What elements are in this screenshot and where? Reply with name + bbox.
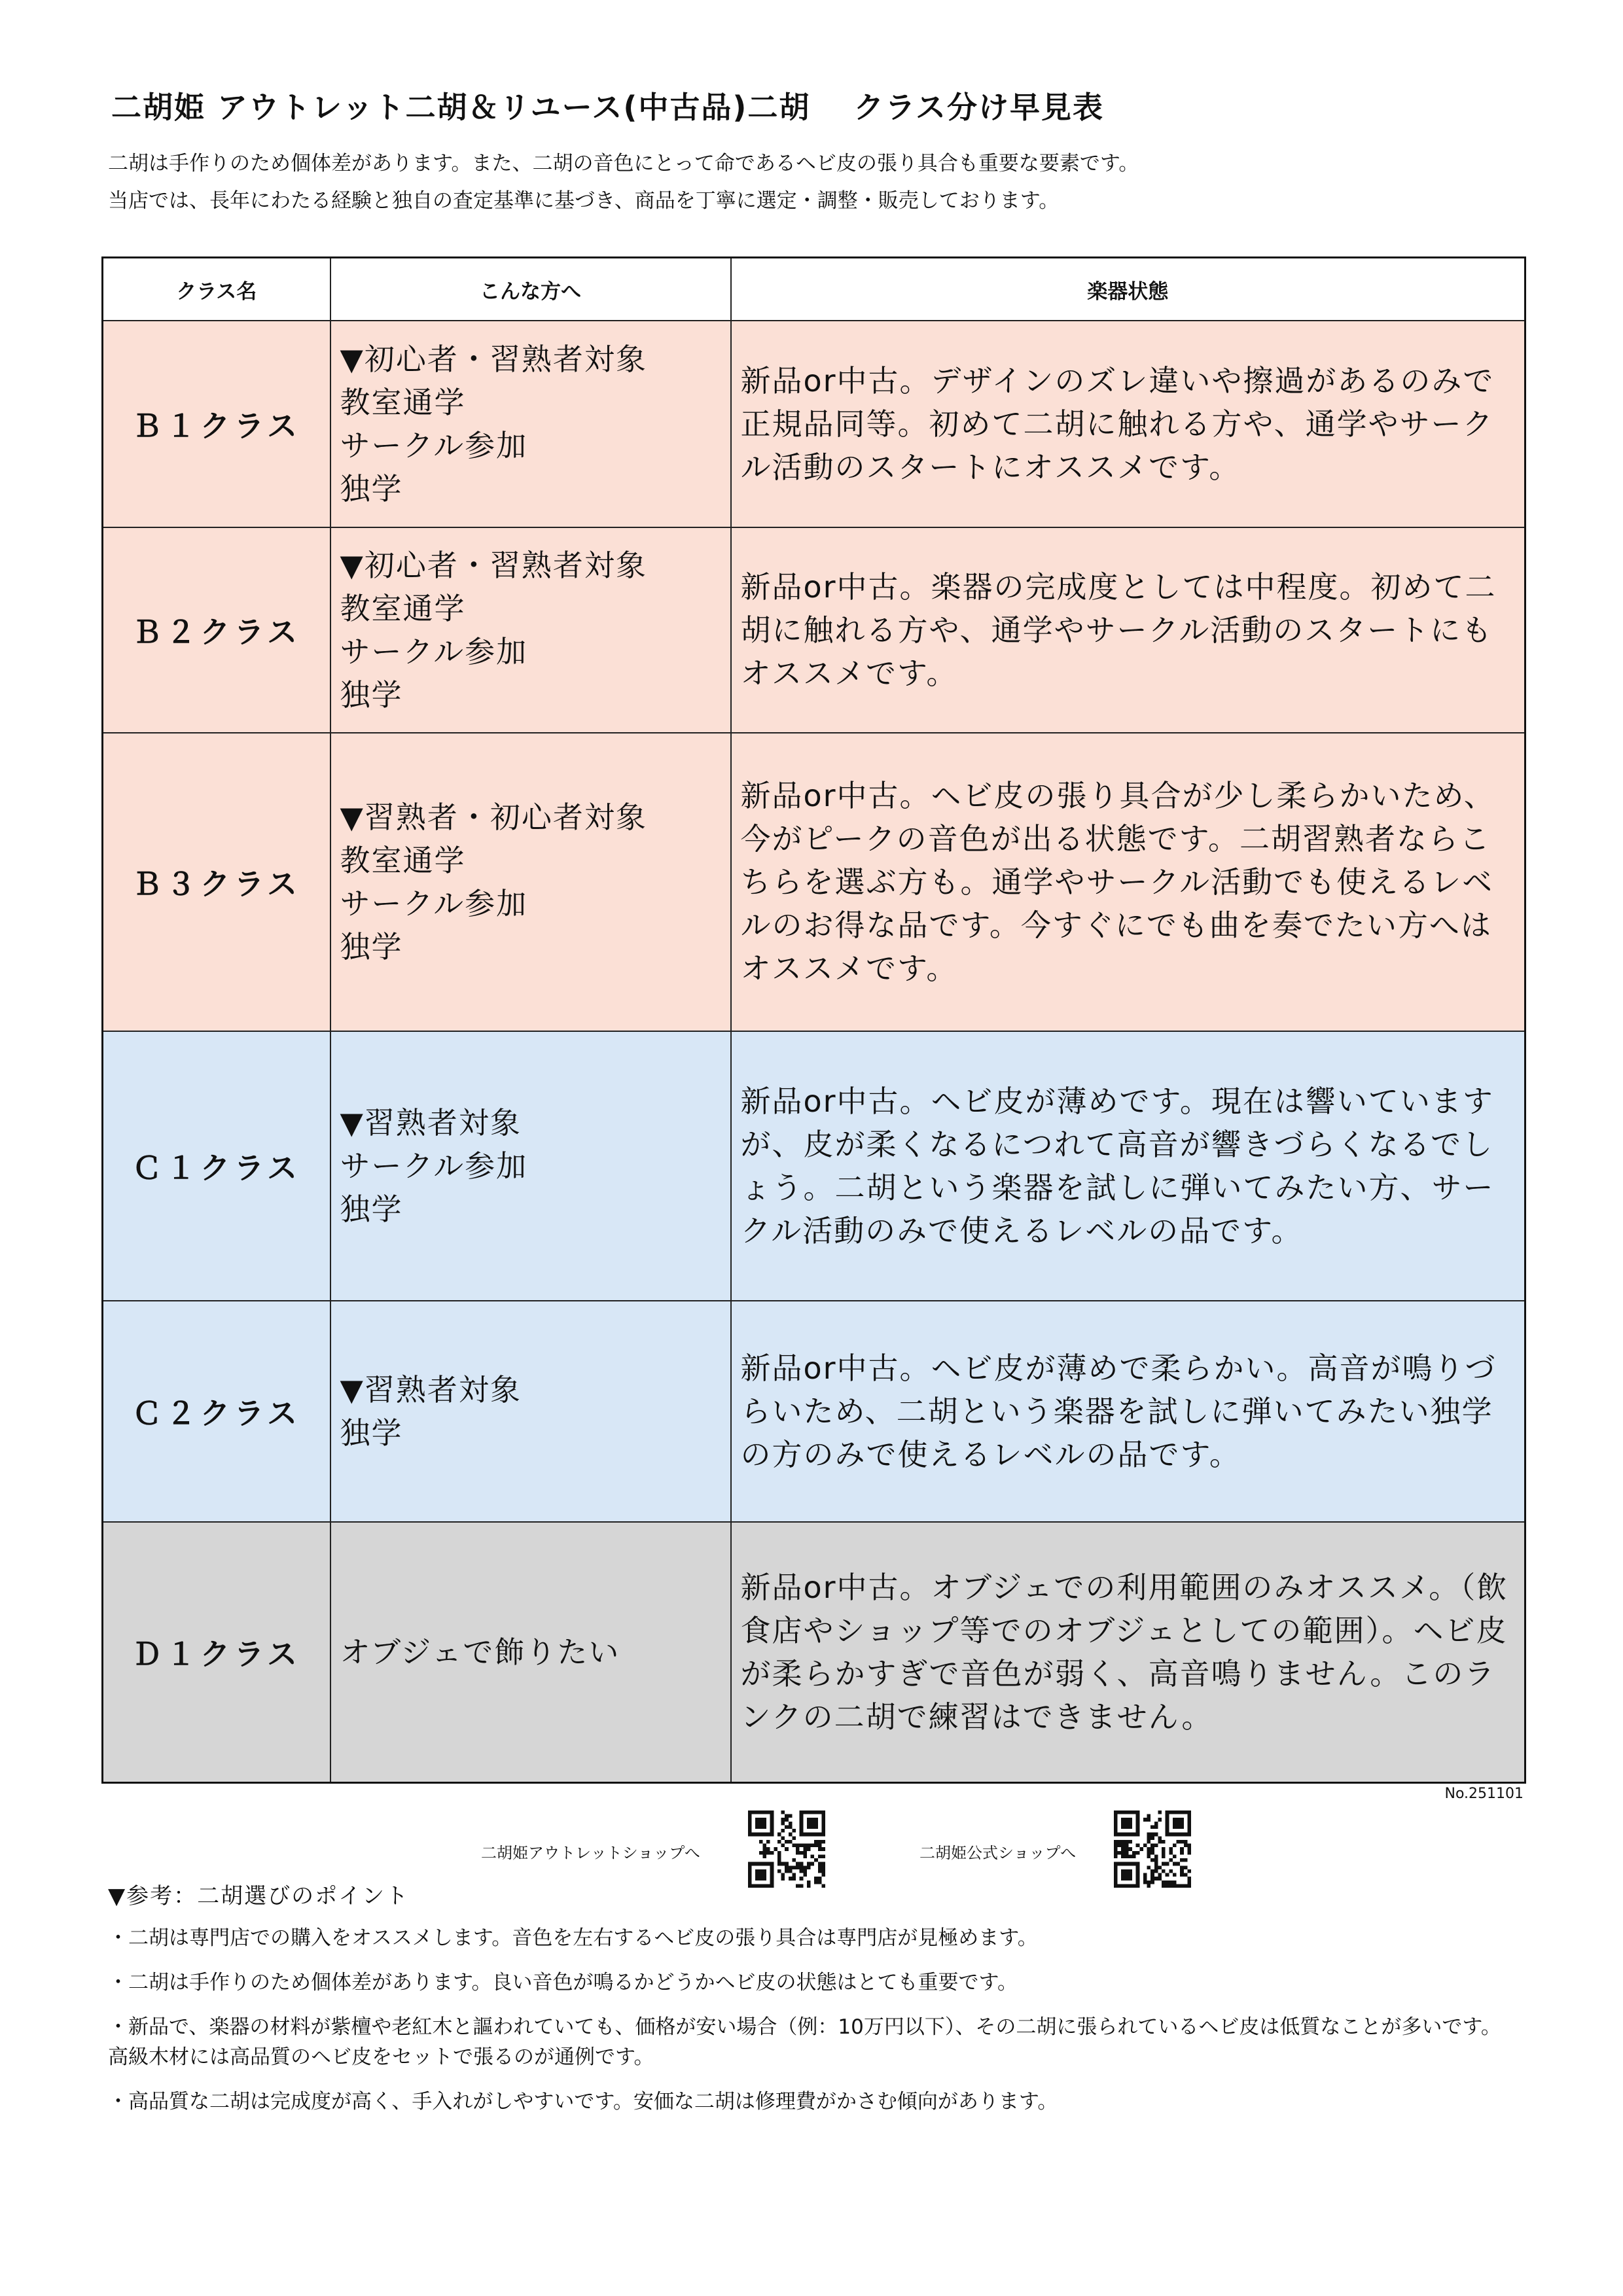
table-row [103,1301,1525,1522]
outlet-shop-qr-code[interactable] [748,1810,825,1888]
condition-cell: 新品or中古。楽器の完成度としては中程度。初めて二胡に触れる方や、通学やサークル活動のスタートにもオススメです。 [731,527,1525,733]
page-title: 二胡姫 アウトレット二胡＆リユース(中古品)二胡 クラス分け早見表 [111,90,1105,125]
target-cell [330,527,731,733]
intro-line-2: 当店では、長年にわたる経験と独自の査定基準に基づき、商品を丁寧に選定・調整・販売しております。 [108,189,1060,213]
table-row [103,527,1525,733]
target-line: サークル参加 [340,634,528,669]
target-line: ▼習熟者対象 [340,1105,522,1140]
intro-text [108,145,1139,220]
column-header-target: こんな方へ [330,258,731,321]
tip-item: ・新品で、楽器の材料が紫檀や老紅木と謳われていても、価格が安い場合（例：10万円以下）、その二胡に張られているヘビ皮は低質なことが多いです。高級木材には高品質のヘビ皮をセットで張るのが通例です。 [108,2015,1501,2069]
target-line: 教室通学 [340,385,466,420]
intro-line-1: 二胡は手作りのため個体差があります。また、二胡の音色にとって命であるヘビ皮の張り具合も重要な要素です。 [108,152,1139,175]
official-shop-link-label[interactable]: 二胡姫公式ショップへ [919,1844,1077,1862]
target-line: 教室通学 [340,591,466,626]
class-name-cell: Ｂ１クラス [103,321,330,527]
target-line: 教室通学 [340,843,466,878]
condition-cell: 新品or中古。ヘビ皮の張り具合が少し柔らかいため、今がピークの音色が出る状態です。二胡習熟者ならこちらを選ぶ方も。通学やサークル活動でも使えるレベルのお得な品です。今すぐにでも曲を奏でたい方へはオススメです。 [731,733,1525,1031]
condition-cell: 新品or中古。オブジェでの利用範囲のみオススメ。（飲食店やショップ等でのオブジェとしての範囲）。ヘビ皮が柔らかすぎで音色が弱く、高音鳴りません。このランクの二胡で練習はできません。 [731,1522,1525,1782]
target-line: 独学 [340,677,403,713]
condition-cell: 新品or中古。デザインのズレ違いや擦過があるのみで正規品同等。初めて二胡に触れる方や、通学やサークル活動のスタートにオススメです。 [731,321,1525,527]
class-name-cell: Ｃ２クラス [103,1301,330,1522]
table-row [103,733,1525,1031]
condition-cell: 新品or中古。ヘビ皮が薄めで柔らかい。高音が鳴りづらいため、二胡という楽器を試しに弾いてみたい独学の方のみで使えるレベルの品です。 [731,1301,1525,1522]
target-line: 独学 [340,1192,403,1227]
class-name-cell: Ｂ３クラス [103,733,330,1031]
document-number: No.251101 [1444,1786,1524,1802]
class-table [101,256,1526,1784]
target-line: オブジェで飾りたい [340,1634,620,1670]
target-line: サークル参加 [340,886,528,921]
target-line: ▼習熟者・初心者対象 [340,800,647,835]
target-line: サークル参加 [340,1148,528,1184]
table-header-row [103,258,1525,321]
column-header-condition: 楽器状態 [731,258,1525,321]
tip-item: ・高品質な二胡は完成度が高く、手入れがしやすいです。安価な二胡は修理費がかさむ傾向があります。 [108,2090,1058,2113]
target-line: 独学 [340,471,403,506]
selection-tips [108,1878,1515,2131]
target-line: 独学 [340,1415,403,1451]
target-cell [330,321,731,527]
class-name-cell: Ｃ１クラス [103,1031,330,1301]
class-name-cell: Ｄ１クラス [103,1522,330,1782]
target-cell [330,733,731,1031]
official-shop-qr-code[interactable] [1114,1810,1191,1888]
target-line: 独学 [340,929,403,964]
target-line: ▼習熟者対象 [340,1372,522,1407]
condition-cell: 新品or中古。ヘビ皮が薄めです。現在は響いていますが、皮が柔くなるにつれて高音が響きづらくなるでしょう。二胡という楽器を試しに弾いてみたい方、サークル活動のみで使えるレベルの品です。 [731,1031,1525,1301]
class-name-cell: Ｂ２クラス [103,527,330,733]
target-line: ▼初心者・習熟者対象 [340,342,647,377]
target-line: ▼初心者・習熟者対象 [340,548,647,583]
target-cell [330,1522,731,1782]
target-line: サークル参加 [340,428,528,463]
tip-item: ・二胡は専門店での購入をオススメします。音色を左右するヘビ皮の張り具合は専門店が見極めます。 [108,1926,1038,1950]
target-cell [330,1031,731,1301]
tips-heading: ▼参考：二胡選びのポイント [108,1883,410,1909]
outlet-shop-link-label[interactable]: 二胡姫アウトレットショップへ [481,1844,700,1862]
table-row [103,1031,1525,1301]
table-row [103,1522,1525,1782]
target-cell [330,1301,731,1522]
table-row [103,321,1525,527]
column-header-class: クラス名 [103,258,330,321]
tip-item: ・二胡は手作りのため個体差があります。良い音色が鳴るかどうかヘビ皮の状態はとても重要です。 [108,1971,1018,1994]
